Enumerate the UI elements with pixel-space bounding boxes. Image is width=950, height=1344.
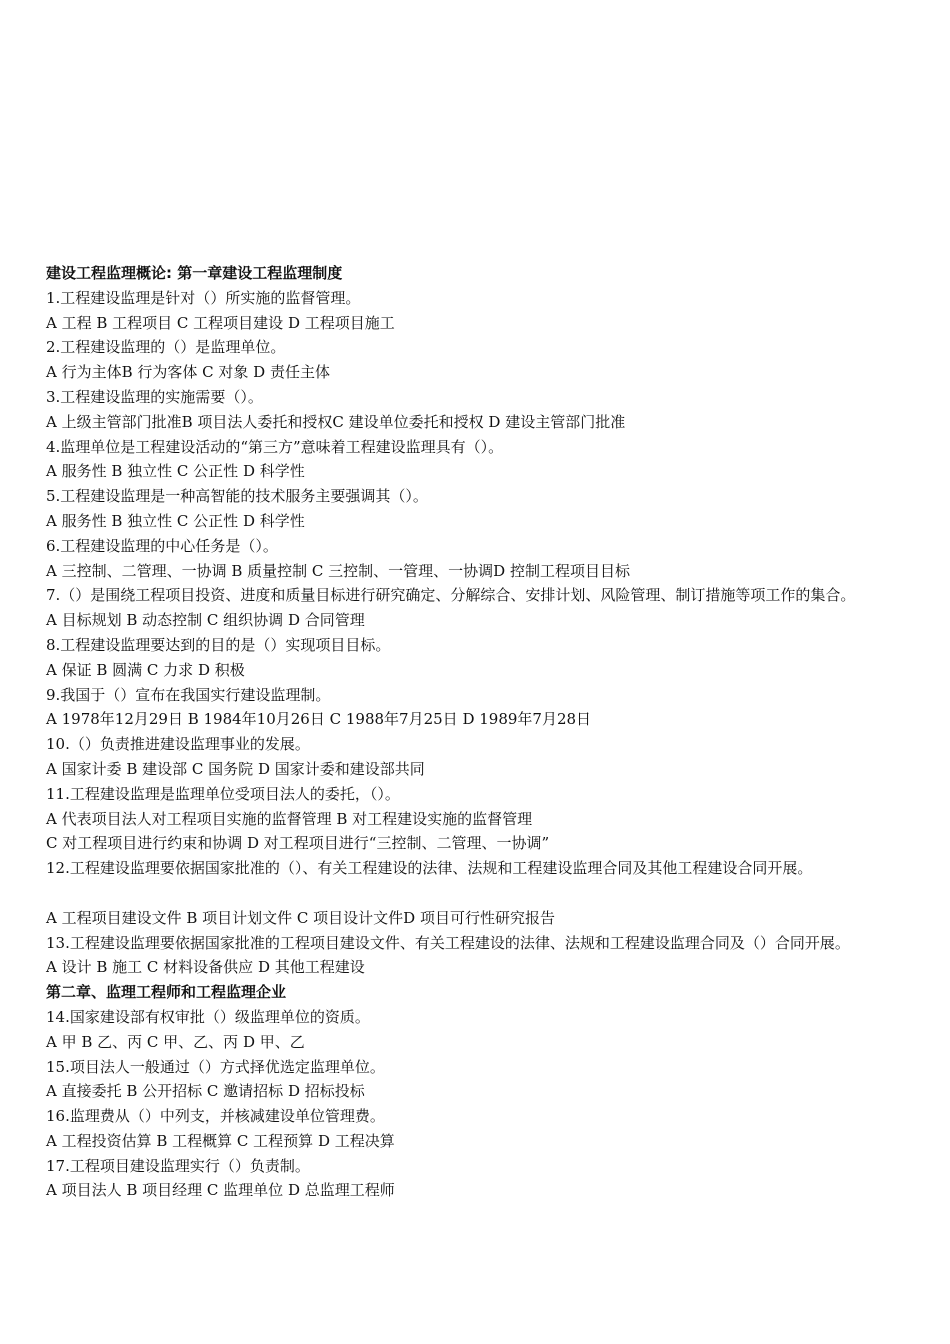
q12-text: 12.工程建设监理要依据国家批准的（）、有关工程建设的法律、法规和工程建设监理合同及其他工程建设合同开展。 <box>46 859 813 878</box>
q17-text: 17.工程项目建设监理实行（）负责制。 <box>46 1156 310 1175</box>
q15-options: A 直接委托 B 公开招标 C 邀请招标 D 招标投标 <box>46 1082 365 1101</box>
q9-options: A 1978年12月29日 B 1984年10月26日 C 1988年7月25日 D 1989年7月28日 <box>46 710 592 729</box>
q6-text: 6.工程建设监理的中心任务是（）。 <box>46 536 278 555</box>
q7-text: 7.（）是围绕工程项目投资、进度和质量目标进行研究确定、分解综合、安排计划、风险管理、制订措施等项工作的集合。 <box>46 586 856 605</box>
q5-options: A 服务性 B 独立性 C 公正性 D 科学性 <box>46 511 305 530</box>
q13-options: A 设计 B 施工 C 材料设备供应 D 其他工程建设 <box>46 958 365 977</box>
document-page <box>46 261 918 1203</box>
q14-text: 14.国家建设部有权审批（）级监理单位的资质。 <box>46 1007 370 1026</box>
q16-text: 16.监理费从（）中列支，并核减建设单位管理费。 <box>46 1107 385 1126</box>
q15-text: 15.项目法人一般通过（）方式择优选定监理单位。 <box>46 1057 385 1076</box>
q12-options: A 工程项目建设文件 B 项目计划文件 C 项目设计文件D 项目可行性研究报告 <box>46 908 555 927</box>
q1-options: A 工程 B 工程项目 C 工程项目建设 D 工程项目施工 <box>46 313 395 332</box>
q16-options: A 工程投资估算 B 工程概算 C 工程预算 D 工程决算 <box>46 1131 395 1150</box>
q17-options: A 项目法人 B 项目经理 C 监理单位 D 总监理工程师 <box>46 1181 395 1200</box>
q9-text: 9.我国于（）宣布在我国实行建设监理制。 <box>46 685 331 704</box>
q2-options: A 行为主体B 行为客体 C 对象 D 责任主体 <box>46 363 330 382</box>
q10-text: 10.（）负责推进建设监理事业的发展。 <box>46 735 310 754</box>
q11-text: 11.工程建设监理是监理单位受项目法人的委托，（）。 <box>46 784 400 803</box>
q11-options-ab: A 代表项目法人对工程项目实施的监督管理 B 对工程建设实施的监督管理 <box>46 809 533 828</box>
chapter-1-heading: 建设工程监理概论: 第一章建设工程监理制度 <box>46 264 343 282</box>
q5-text: 5.工程建设监理是一种高智能的技术服务主要强调其（）。 <box>46 487 428 506</box>
q13-text: 13.工程建设监理要依据国家批准的工程项目建设文件、有关工程建设的法律、法规和工程建设监理合同及（）合同开展。 <box>46 933 850 952</box>
q4-text: 4.监理单位是工程建设活动的“第三方”意味着工程建设监理具有（）。 <box>46 437 504 456</box>
q14-options: A 甲 B 乙、丙 C 甲、乙、丙 D 甲、乙 <box>46 1032 305 1051</box>
blank-line <box>46 881 918 906</box>
q8-text: 8.工程建设监理要达到的目的是（）实现项目目标。 <box>46 635 391 654</box>
q6-options: A 三控制、二管理、一协调 B 质量控制 C 三控制、一管理、一协调D 控制工程项目目标 <box>46 561 630 580</box>
q3-options: A 上级主管部门批准B 项目法人委托和授权C 建设单位委托和授权 D 建设主管部门批准 <box>46 412 626 431</box>
q8-options: A 保证 B 圆满 C 力求 D 积极 <box>46 660 245 679</box>
q1-text: 1.工程建设监理是针对（）所实施的监督管理。 <box>46 288 361 307</box>
q10-options: A 国家计委 B 建设部 C 国务院 D 国家计委和建设部共同 <box>46 759 425 778</box>
q4-options: A 服务性 B 独立性 C 公正性 D 科学性 <box>46 462 305 481</box>
q7-options: A 目标规划 B 动态控制 C 组织协调 D 合同管理 <box>46 611 365 630</box>
q11-options-cd: C 对工程项目进行约束和协调 D 对工程项目进行“三控制、二管理、一协调” <box>46 834 550 853</box>
q3-text: 3.工程建设监理的实施需要（）。 <box>46 387 263 406</box>
chapter-2-heading: 第二章、监理工程师和工程监理企业 <box>46 983 287 1002</box>
q2-text: 2.工程建设监理的（）是监理单位。 <box>46 338 286 357</box>
